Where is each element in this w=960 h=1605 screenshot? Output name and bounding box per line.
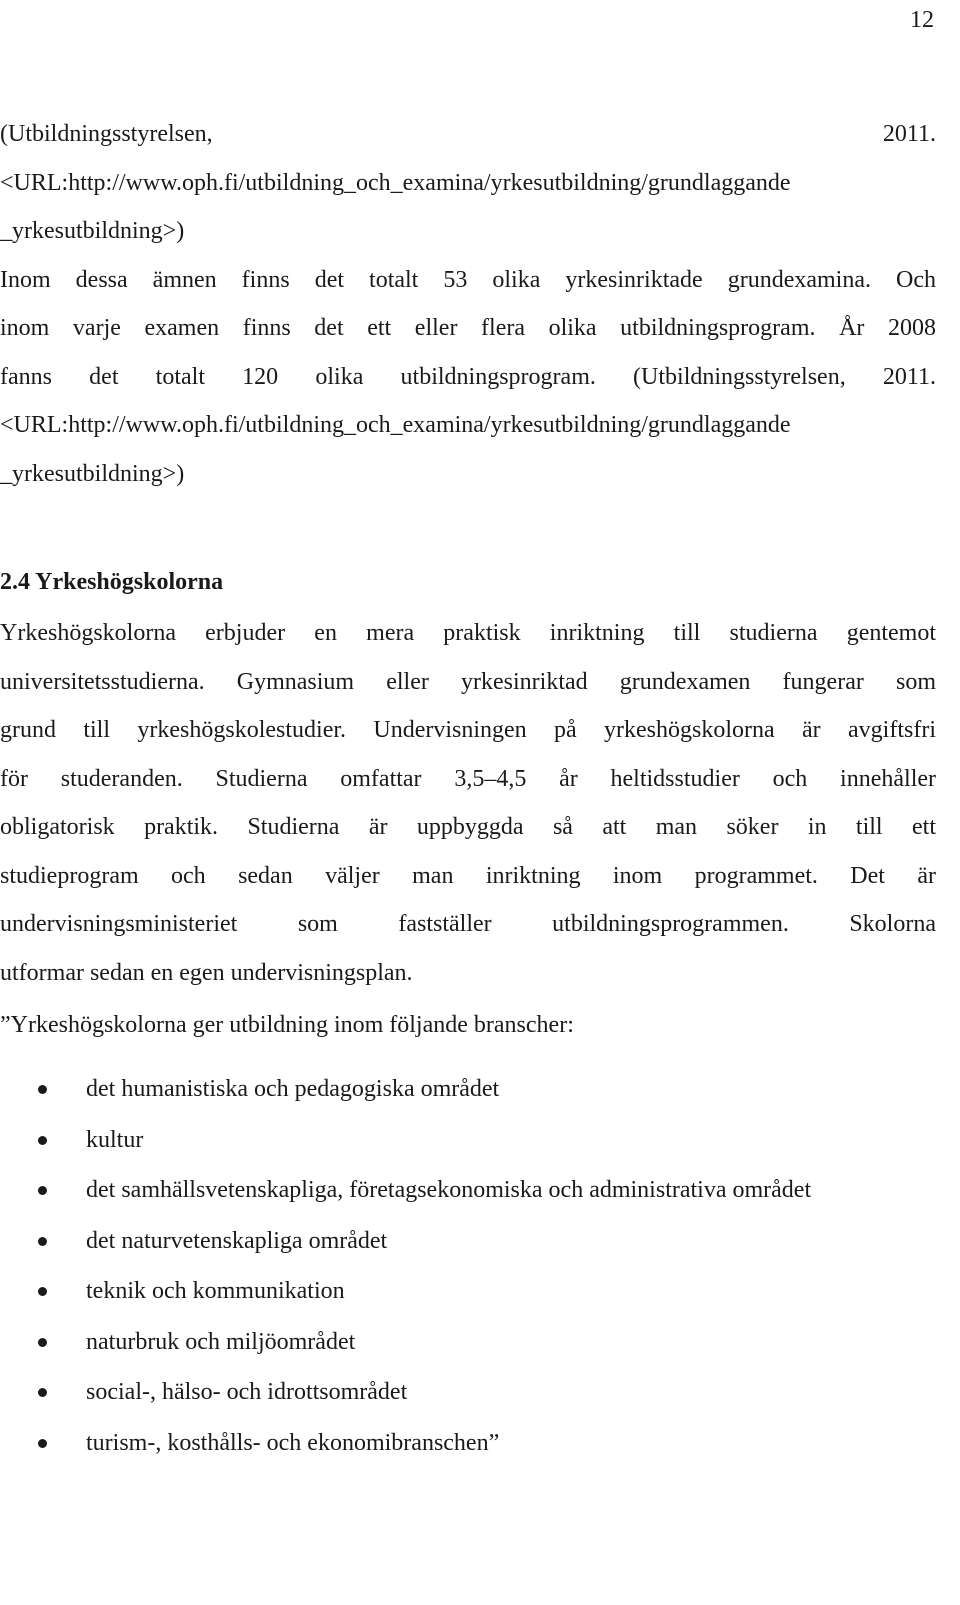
list-item [0,1216,936,1267]
citation-line-1 [0,110,936,159]
list-item [0,1266,936,1317]
paragraph-examina [0,256,936,499]
paragraph-line: Yrkeshögskolorna erbjuder en mera praktisk inriktning till studierna gentemot [0,620,936,646]
paragraph-line: inom varje examen finns det ett eller flera olika utbildningsprogram. År 2008 [0,315,936,341]
quote-intro: ”Yrkeshögskolorna ger utbildning inom följande branscher: [0,1012,574,1038]
list-item [0,1064,936,1115]
list-item-text: turism-, kosthålls- och ekonomibranschen” [86,1429,500,1456]
list-item [0,1367,936,1418]
paragraph-line: Inom dessa ämnen finns det totalt 53 olika yrkesinriktade grundexamina. Och [0,266,936,293]
bullet-icon [38,1136,47,1145]
list-item-text: kultur [86,1126,144,1153]
list-item-text: det humanistiska och pedagogiska området [86,1076,500,1102]
bullet-icon [38,1338,47,1347]
page-content [0,110,936,1468]
paragraph-line: för studeranden. Studierna omfattar 3,5–4,5 år heltidsstudier och innehåller [0,765,936,792]
citation-block-top [0,110,936,256]
bullet-icon [38,1388,47,1397]
paragraph-line: _yrkesutbildning>) [0,460,185,487]
bullet-icon [38,1287,47,1296]
paragraph-line: undervisningsministeriet som fastställer utbildningsprogrammen. Skolorna [0,911,936,937]
list-item [0,1115,936,1166]
paragraph-line: fanns det totalt 120 olika utbildningsprogram. (Utbildningsstyrelsen, 2011. [0,363,936,390]
list-item [0,1165,936,1216]
branches-list [0,1064,936,1468]
paragraph-line: grund till yrkeshögskolestudier. Undervisningen på yrkeshögskolorna är avgiftsfri [0,717,936,743]
list-item-text: det naturvetenskapliga området [86,1227,388,1254]
bullet-icon [38,1186,47,1195]
citation-source: (Utbildningsstyrelsen, [0,121,213,147]
bullet-icon [38,1085,47,1094]
citation-year: 2011. [882,121,936,147]
list-item [0,1418,936,1469]
paragraph-line: universitetsstudierna. Gymnasium eller yrkesinriktad grundexamen fungerar som [0,668,936,695]
section-heading: 2.4 Yrkeshögskolorna [0,569,224,595]
list-item-text: social-, hälso- och idrottsområdet [86,1379,408,1405]
paragraph-line: utformar sedan en egen undervisningsplan. [0,959,413,986]
paragraph-line: <URL:http://www.oph.fi/utbildning_och_examina/yrkesutbildning/grundlaggande [0,412,791,438]
bullet-icon [38,1439,47,1448]
list-item [0,1317,936,1368]
citation-url-line-1: <URL:http://www.oph.fi/utbildning_och_examina/yrkesutbildning/grundlaggande [0,169,791,196]
bullet-icon [38,1237,47,1246]
citation-url-line-2: _yrkesutbildning>) [0,218,185,244]
paragraph-yrkeshogskolorna [0,609,936,997]
page-number: 12 [910,7,934,33]
paragraph-line: studieprogram och sedan väljer man inriktning inom programmet. Det är [0,862,936,889]
list-item-text: teknik och kommunikation [86,1278,345,1304]
list-item-text: naturbruk och miljöområdet [86,1328,356,1355]
paragraph-line: obligatorisk praktik. Studierna är uppbyggda så att man söker in till ett [0,814,936,840]
list-item-text: det samhällsvetenskapliga, företagsekonomiska och administrativa området [86,1177,812,1203]
